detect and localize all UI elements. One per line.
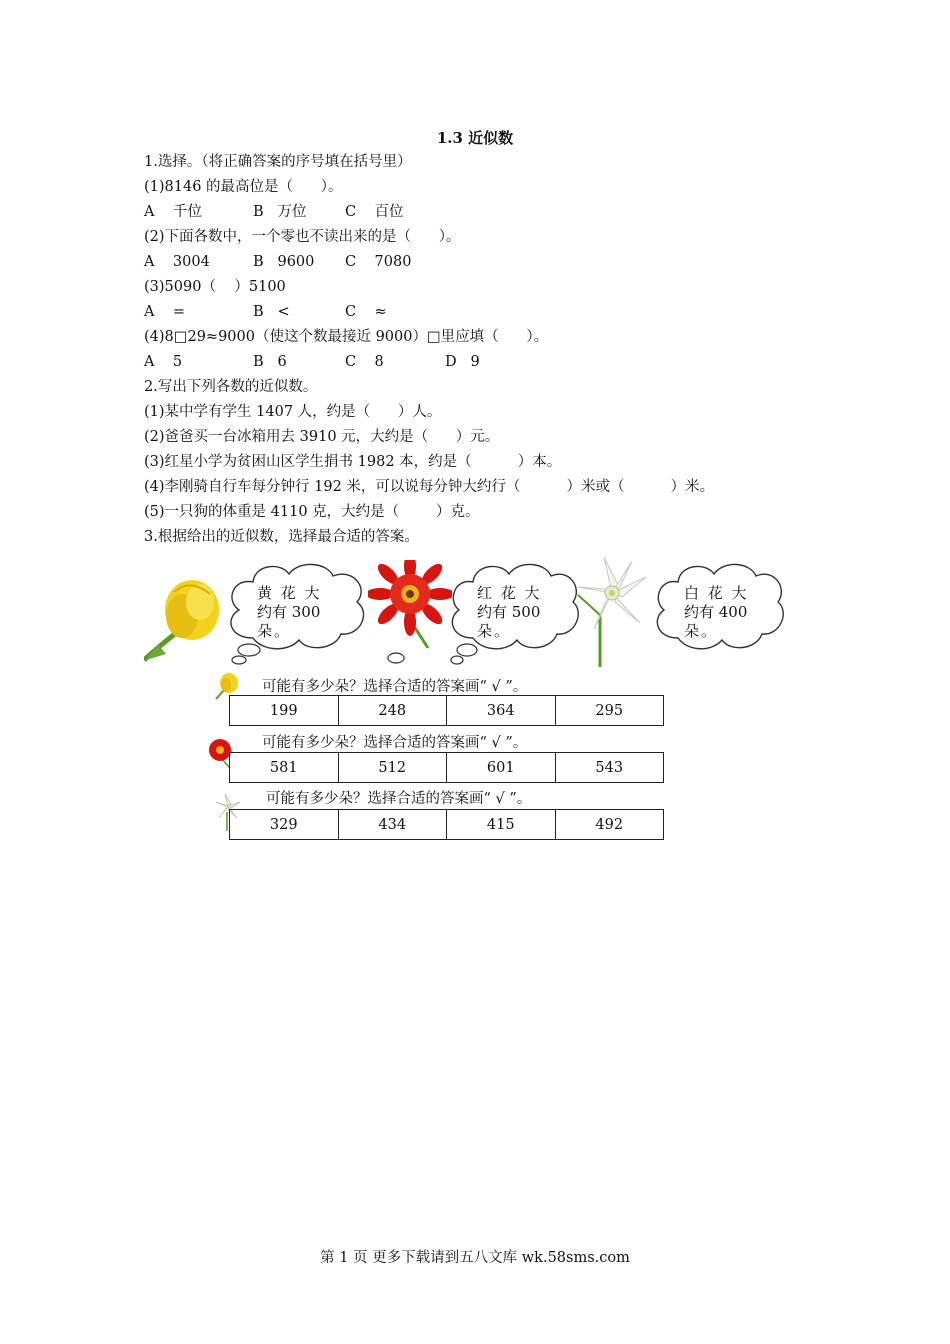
q1-item-4-option-d: D 9 xyxy=(445,354,480,370)
table-row xyxy=(230,753,664,783)
cloud-yellow-line-3: 朵。 xyxy=(257,622,292,640)
cloud-red-line-3: 朵。 xyxy=(477,622,512,640)
q1-item-1-option-b: B 万位 xyxy=(253,204,307,220)
answer-table-white xyxy=(229,809,664,840)
q1-item-1-option-c: C 百位 xyxy=(345,204,404,220)
q1-item-4-option-a: A 5 xyxy=(144,354,183,370)
q1-item-2-option-a: A 3004 xyxy=(144,254,210,270)
q1-item-3-option-b: B < xyxy=(253,304,290,320)
q1-item-3-stem: (3)5090（ ）5100 xyxy=(144,279,286,295)
answer-table-red xyxy=(229,752,664,783)
yellow-flower-image xyxy=(144,572,224,662)
q1-item-2-option-c: C 7080 xyxy=(345,254,412,270)
q1-item-2-stem: (2)下面各数中，一个零也不读出来的是（ ）。 xyxy=(144,229,461,245)
q1-heading: 1.选择。（将正确答案的序号填在括号里） xyxy=(144,154,412,170)
cloud-white-line-1: 白 花 大 xyxy=(684,584,749,602)
q2-item-4: (4)李刚骑自行车每分钟行 192 米，可以说每分钟大约行（ ）米或（ ）米。 xyxy=(144,479,715,495)
red-flower-image xyxy=(368,560,452,650)
row-1-prompt: 可能有多少朵？选择合适的答案画“ √ ”。 xyxy=(262,679,528,695)
page-title: 1.3 近似数 xyxy=(436,129,514,147)
answer-cell[interactable]: 295 xyxy=(555,696,664,726)
q1-item-4-stem: (4)8□29≈9000（使这个数最接近 9000）□里应填（ ）。 xyxy=(144,329,549,345)
q1-item-3-option-c: C ≈ xyxy=(345,304,387,320)
answer-cell[interactable]: 415 xyxy=(447,810,556,840)
cloud-yellow-line-2: 约有 300 xyxy=(257,603,321,621)
q2-heading: 2.写出下列各数的近似数。 xyxy=(144,379,318,395)
cloud-red-line-2: 约有 500 xyxy=(477,603,541,621)
answer-cell[interactable]: 543 xyxy=(555,753,664,783)
answer-cell[interactable]: 492 xyxy=(555,810,664,840)
q1-item-3-option-a: A = xyxy=(144,304,186,320)
cloud-red-line-1: 红 花 大 xyxy=(477,584,542,602)
q2-item-1: (1)某中学有学生 1407 人，约是（ ）人。 xyxy=(144,404,442,420)
answer-cell[interactable]: 512 xyxy=(338,753,447,783)
answer-cell[interactable]: 601 xyxy=(447,753,556,783)
table-row xyxy=(230,810,664,840)
q2-item-2: (2)爸爸买一台冰箱用去 3910 元，大约是（ ）元。 xyxy=(144,429,500,445)
answer-cell[interactable]: 364 xyxy=(447,696,556,726)
thought-bubble-dot xyxy=(386,652,406,664)
q1-item-4-option-c: C 8 xyxy=(345,354,384,370)
row-2-prompt: 可能有多少朵？选择合适的答案画“ √ ”。 xyxy=(262,735,528,751)
page-footer: 第 1 页 更多下载请到五八文库 wk.58sms.com xyxy=(320,1250,630,1266)
q2-item-3: (3)红星小学为贫困山区学生捐书 1982 本，约是（ ）本。 xyxy=(144,454,562,470)
answer-cell[interactable]: 248 xyxy=(338,696,447,726)
cloud-white-line-2: 约有 400 xyxy=(684,603,748,621)
answer-table-yellow xyxy=(229,695,664,726)
q2-item-5: (5)一只狗的体重是 4110 克，大约是（ ）克。 xyxy=(144,504,480,520)
q1-item-2-option-b: B 9600 xyxy=(253,254,315,270)
answer-cell[interactable]: 434 xyxy=(338,810,447,840)
cloud-white-line-3: 朵。 xyxy=(684,622,719,640)
q3-heading: 3.根据给出的近似数，选择最合适的答案。 xyxy=(144,529,419,545)
answer-cell[interactable]: 329 xyxy=(230,810,339,840)
cloud-yellow-line-1: 黄 花 大 xyxy=(257,584,322,602)
answer-cell[interactable]: 581 xyxy=(230,753,339,783)
q1-item-1-stem: (1)8146 的最高位是（ ）。 xyxy=(144,179,343,195)
q1-item-1-option-a: A 千位 xyxy=(144,204,202,220)
row-3-prompt: 可能有多少朵？选择合适的答案画“ √ ”。 xyxy=(266,791,532,807)
answer-cell[interactable]: 199 xyxy=(230,696,339,726)
q1-item-4-option-b: B 6 xyxy=(253,354,287,370)
table-row xyxy=(230,696,664,726)
white-flower-image xyxy=(574,555,650,669)
